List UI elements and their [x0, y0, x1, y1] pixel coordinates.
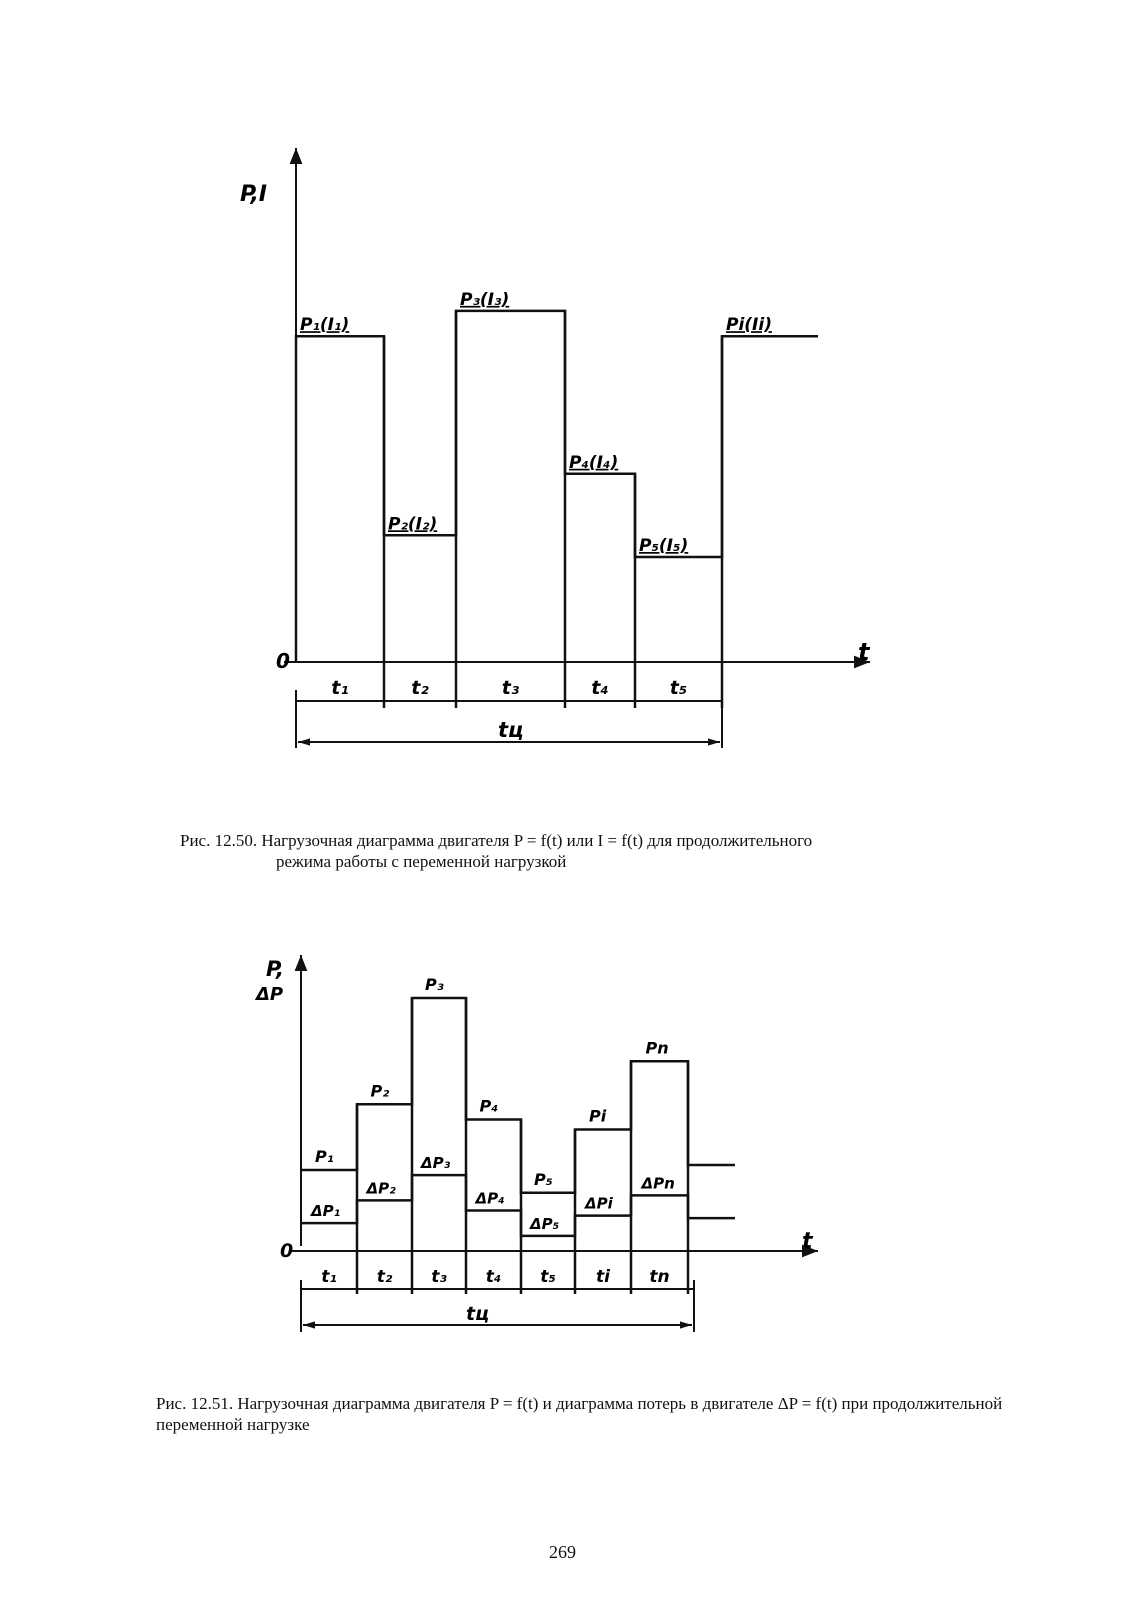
fig1-step-label: P₅(I₅): [639, 536, 689, 557]
fig1-step-label: P₁(I₁): [300, 315, 350, 336]
fig2-x-axis-label: t: [802, 1229, 813, 1254]
fig2-loss-label: ΔP₃: [421, 1154, 451, 1173]
fig2-y-axis-label-1: P,: [266, 957, 284, 981]
fig1-y-axis-label: P,I: [240, 182, 267, 207]
figure1-caption: [180, 830, 980, 872]
fig1-step-label: P₂(I₂): [388, 514, 438, 535]
fig1-interval-label: t₃: [501, 677, 520, 699]
fig2-power-label: Pn: [645, 1038, 669, 1058]
page-number: 269: [549, 1542, 576, 1562]
fig1-step-label: P₄(I₄): [569, 452, 619, 473]
figure1-caption-line1: Рис. 12.50. Нагрузочная диаграмма двигателя P = f(t) или I = f(t) для продолжительного: [180, 831, 813, 850]
fig2-power-label: P₃: [425, 975, 444, 994]
fig2-loss-label: ΔPn: [641, 1174, 675, 1193]
figure2-caption: Рис. 12.51. Нагрузочная диаграмма двигателя P = f(t) и диаграмма потерь в двигателе ΔP = f(t) при продолжительной переменной нагрузке: [156, 1394, 1003, 1434]
fig2-power-label: P₅: [534, 1169, 553, 1189]
fig2-interval-label: t₅: [540, 1267, 556, 1287]
fig2-origin-label: 0: [280, 1240, 294, 1262]
fig2-loss-label: ΔP₅: [530, 1214, 560, 1233]
figure2-diagram: [254, 955, 818, 1332]
fig2-power-step-curve: [301, 998, 735, 1193]
fig2-cycle-label: tц: [466, 1303, 490, 1325]
fig2-power-label: P₂: [370, 1081, 390, 1101]
fig2-loss-label: ΔP₄: [475, 1189, 505, 1208]
fig1-load-step-curve: [296, 311, 818, 662]
fig2-interval-label: t₂: [376, 1267, 393, 1287]
fig2-interval-label: ti: [596, 1267, 610, 1287]
fig2-power-label: P₁: [315, 1147, 334, 1167]
fig2-loss-label: ΔP₁: [311, 1202, 341, 1221]
fig1-cycle-label: tц: [498, 718, 524, 742]
fig1-interval-label: t₄: [591, 677, 609, 699]
fig1-interval-label: t₅: [669, 677, 688, 699]
fig1-interval-label: t₁: [331, 677, 349, 699]
fig2-interval-label: t₄: [485, 1267, 502, 1287]
fig2-loss-label: ΔP₂: [366, 1179, 396, 1198]
figure1-caption-line2: режима работы с переменной нагрузкой: [276, 852, 567, 871]
fig1-origin-label: 0: [276, 649, 290, 673]
figure1-diagram: [240, 148, 871, 748]
fig1-x-axis-label: t: [858, 638, 870, 666]
fig2-power-label: Pi: [589, 1106, 607, 1126]
fig2-power-label: P₄: [479, 1096, 499, 1116]
fig2-loss-label: ΔPi: [585, 1194, 613, 1213]
fig1-step-label: P₃(I₃): [460, 289, 510, 310]
fig2-interval-label: t₁: [321, 1267, 337, 1287]
fig2-y-axis-label-2: ΔP: [256, 984, 284, 1005]
fig2-interval-label: t₃: [431, 1267, 447, 1287]
fig1-step-label: Pi(Ii): [726, 315, 772, 336]
fig1-interval-label: t₂: [411, 677, 429, 699]
fig2-interval-label: tn: [649, 1267, 670, 1287]
